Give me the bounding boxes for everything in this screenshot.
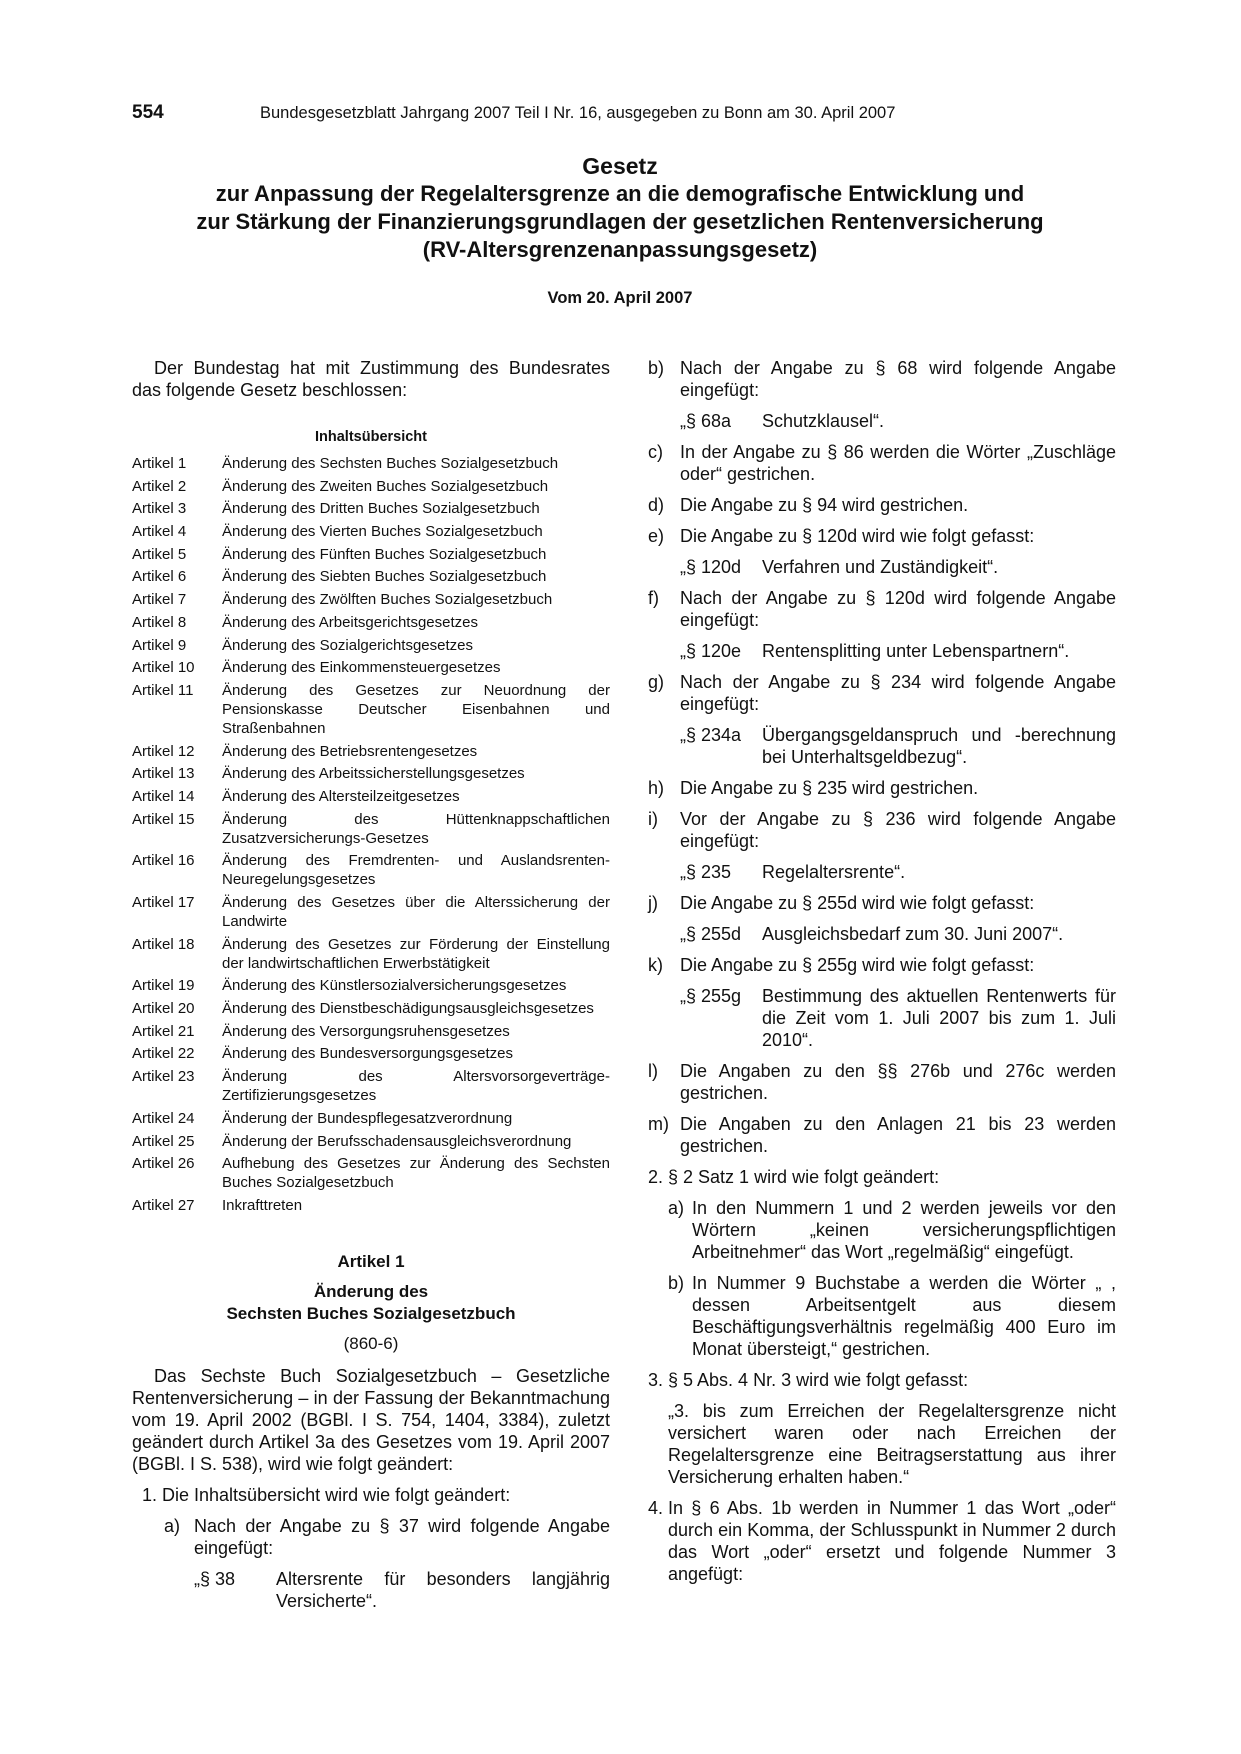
toc-article-number: Artikel 19 [132, 977, 195, 995]
toc-article-title: Änderung des Altersvorsorgeverträge-Zertifizierungsgesetzes [222, 1068, 610, 1105]
law-date: Vom 20. April 2007 [547, 289, 693, 307]
section-entry: „§ 68a Schutzklausel“. [680, 411, 885, 431]
law-title [120, 152, 1120, 264]
toc-article-title: Änderung des Siebten Buches Sozialgesetzbuch [222, 568, 547, 586]
toc-article-number: Artikel 7 [132, 591, 187, 609]
artikel-1-subtitle-2: Sechsten Buches Sozialgesetzbuch [226, 1303, 516, 1323]
toc-row [132, 787, 610, 806]
page-header [132, 102, 1112, 126]
list-item: g) Nach der Angabe zu § 234 wird folgende Angabe eingefügt: [648, 672, 1116, 714]
toc-article-number: Artikel 20 [132, 1000, 195, 1018]
section-entry: „§ 255g Bestimmung des aktuellen Rentenwerts für die Zeit vom 1. Juli 2007 bis zum 1. Juli 2010“. [680, 986, 1116, 1050]
toc-article-number: Artikel 25 [132, 1132, 195, 1150]
toc-article-number: Artikel 6 [132, 568, 187, 586]
toc-article-number: Artikel 3 [132, 500, 187, 518]
right-column [648, 357, 1116, 1594]
toc-article-title: Änderung der Bundespflegesatzverordnung [222, 1109, 513, 1127]
list-item: c) In der Angabe zu § 86 werden die Wörter „Zuschläge oder“ gestrichen. [648, 442, 1116, 484]
toc-article-number: Artikel 21 [132, 1022, 195, 1040]
list-item: b) In Nummer 9 Buchstabe a werden die Wörter „ , dessen Arbeitsentgelt aus diesem Beschäftigungsverhältnis regelmäßig 400 Euro im Monat übersteigt,“ gestrichen. [668, 1273, 1116, 1359]
amendment-list [648, 357, 1116, 1157]
toc-article-title: Änderung des Künstlersozialversicherungsgesetzes [222, 977, 567, 995]
artikel-1-heading-block [132, 1251, 610, 1355]
toc-article-number: Artikel 14 [132, 787, 195, 805]
toc-row [132, 454, 610, 473]
section-entry: „§ 235 Regelaltersrente“. [680, 862, 906, 882]
toc-article-title: Änderung des Dienstbeschädigungsausgleichsgesetzes [222, 1000, 594, 1018]
toc-article-title: Änderung des Betriebsrentengesetzes [222, 742, 478, 760]
toc-row [132, 567, 610, 586]
toc-article-number: Artikel 27 [132, 1196, 195, 1214]
list-item: e) Die Angabe zu § 120d wird wie folgt gefasst: [648, 526, 1035, 546]
list-item: „3. bis zum Erreichen der Regelaltersgrenze nicht versichert waren oder nach Erreichen der Regelaltersgrenze eine Beitragserstattung aus ihrer Versicherung erhalten haben.“ [668, 1401, 1116, 1487]
toc-row [132, 499, 610, 518]
table-of-contents [132, 454, 610, 1215]
toc-article-number: Artikel 5 [132, 545, 187, 563]
section-entry: „§ 120d Verfahren und Zuständigkeit“. [680, 557, 999, 577]
toc-article-title: Änderung des Arbeitsgerichtsgesetzes [222, 613, 478, 631]
left-column [132, 357, 610, 1621]
toc-row [132, 851, 610, 889]
toc-article-title: Änderung des Dritten Buches Sozialgesetzbuch [222, 500, 540, 518]
toc-article-title: Änderung des Versorgungsruhensgesetzes [222, 1022, 510, 1040]
toc-row [132, 613, 610, 632]
toc-article-number: Artikel 23 [132, 1068, 195, 1086]
toc-article-number: Artikel 10 [132, 659, 195, 677]
toc-row [132, 636, 610, 655]
toc-article-title: Änderung des Arbeitssicherstellungsgesetzes [222, 765, 525, 783]
running-head: Bundesgesetzblatt Jahrgang 2007 Teil I Nr. 16, ausgegeben zu Bonn am 30. April 2007 [260, 104, 896, 122]
section-entry: „§ 234a Übergangsgeldanspruch und -berechnung bei Unterhaltsgeldbezug“. [680, 725, 1116, 767]
list-item: 2. § 2 Satz 1 wird wie folgt geändert: [648, 1167, 940, 1187]
artikel-1-code: (860-6) [343, 1333, 399, 1353]
toc-article-number: Artikel 11 [132, 681, 194, 699]
toc-article-title: Inkrafttreten [222, 1196, 303, 1214]
toc-row [132, 658, 610, 677]
toc-article-number: Artikel 24 [132, 1109, 195, 1127]
list-item: a) In den Nummern 1 und 2 werden jeweils vor den Wörtern „keinen versicherungspflichtigen Arbeitnehmer“ das Wort „regelmäßig“ eingefügt. [668, 1198, 1116, 1262]
section-entry: „§ 38 Altersrente für besonders langjährig Versicherte“. [194, 1568, 610, 1611]
list-item: a) Nach der Angabe zu § 37 wird folgende Angabe eingefügt: [164, 1515, 610, 1558]
toc-article-title: Änderung des Hüttenknappschaftlichen Zusatzversicherungs-Gesetzes [222, 810, 610, 847]
section-entry: „§ 255d Ausgleichsbedarf zum 30. Juni 2007“. [680, 924, 1064, 944]
toc-row [132, 810, 610, 848]
toc-row [132, 976, 610, 995]
list-item: 1. Die Inhaltsübersicht wird wie folgt geändert: [142, 1484, 511, 1505]
toc-article-title: Änderung der Berufsschadensausgleichsverordnung [222, 1132, 572, 1150]
toc-article-number: Artikel 18 [132, 935, 195, 953]
artikel-1-subtitle-1: Änderung des [313, 1281, 429, 1301]
toc-article-number: Artikel 16 [132, 852, 195, 870]
toc-article-title: Änderung des Gesetzes zur Förderung der Einstellung der landwirtschaftlichen Erwerbstätigkeit [222, 935, 610, 972]
toc-article-number: Artikel 12 [132, 742, 195, 760]
toc-article-title: Änderung des Einkommensteuergesetzes [222, 659, 501, 677]
toc-article-title: Änderung des Gesetzes über die Alterssicherung der Landwirte [222, 894, 610, 930]
artikel-1-heading: Artikel 1 [337, 1251, 405, 1271]
toc-article-number: Artikel 8 [132, 613, 187, 631]
toc-heading: Inhaltsübersicht [315, 429, 427, 445]
toc-row [132, 1109, 610, 1128]
toc-article-title: Änderung des Fremdrenten- und Auslandsrenten-Neuregelungsgesetzes [222, 852, 610, 889]
title-line-3: zur Stärkung der Finanzierungsgrundlagen der gesetzlichen Rentenversicherung [196, 209, 1044, 234]
toc-article-number: Artikel 4 [132, 523, 187, 541]
toc-row [132, 590, 610, 609]
toc-article-number: Artikel 26 [132, 1155, 195, 1173]
toc-row [132, 477, 610, 496]
toc-article-number: Artikel 22 [132, 1045, 195, 1063]
toc-row [132, 545, 610, 564]
intro-paragraph: Der Bundestag hat mit Zustimmung des Bundesrates das folgende Gesetz beschlossen: [132, 358, 610, 400]
list-item: m) Die Angaben zu den Anlagen 21 bis 23 werden gestrichen. [648, 1114, 1116, 1156]
list-item: h) Die Angabe zu § 235 wird gestrichen. [648, 778, 979, 798]
toc-row [132, 681, 610, 738]
toc-row [132, 1067, 610, 1105]
toc-article-title: Aufhebung des Gesetzes zur Änderung des Sechsten Buches Sozialgesetzbuch [222, 1155, 610, 1192]
toc-article-title: Änderung des Zweiten Buches Sozialgesetzbuch [222, 477, 549, 495]
toc-article-number: Artikel 1 [132, 455, 187, 472]
toc-row [132, 742, 610, 761]
toc-row [132, 893, 610, 931]
toc-article-number: Artikel 2 [132, 477, 187, 495]
list-item: 3. § 5 Abs. 4 Nr. 3 wird wie folgt gefasst: [648, 1370, 969, 1390]
toc-row [132, 1196, 610, 1215]
toc-article-number: Artikel 17 [132, 894, 195, 911]
toc-article-title: Änderung des Altersteilzeitgesetzes [222, 787, 460, 805]
toc-row [132, 1022, 610, 1041]
toc-row [132, 999, 610, 1018]
toc-row [132, 764, 610, 783]
toc-row [132, 1132, 610, 1151]
toc-row [132, 935, 610, 973]
toc-row [132, 522, 610, 541]
list-item: f) Nach der Angabe zu § 120d wird folgende Angabe eingefügt: [648, 588, 1116, 630]
list-item: b) Nach der Angabe zu § 68 wird folgende Angabe eingefügt: [648, 358, 1116, 400]
title-line-2: zur Anpassung der Regelaltersgrenze an die demografische Entwicklung und [215, 181, 1025, 206]
toc-article-title: Änderung des Zwölften Buches Sozialgesetzbuch [222, 591, 553, 609]
list-item: j) Die Angabe zu § 255d wird wie folgt gefasst: [648, 893, 1035, 913]
toc-article-title: Änderung des Sozialgerichtsgesetzes [222, 636, 473, 654]
list-item: l) Die Angaben zu den §§ 276b und 276c werden gestrichen. [648, 1061, 1116, 1103]
toc-article-number: Artikel 13 [132, 765, 195, 783]
toc-article-number: Artikel 15 [132, 810, 195, 828]
title-line-1: Gesetz [582, 153, 658, 179]
toc-article-title: Änderung des Gesetzes zur Neuordnung der Pensionskasse Deutscher Eisenbahnen und Straßenbahnen [222, 681, 610, 737]
toc-row [132, 1044, 610, 1063]
toc-row [132, 1154, 610, 1192]
list-item: k) Die Angabe zu § 255g wird wie folgt gefasst: [648, 955, 1035, 975]
toc-article-title: Änderung des Sechsten Buches Sozialgesetzbuch [222, 455, 559, 472]
list-item: i) Vor der Angabe zu § 236 wird folgende Angabe eingefügt: [648, 809, 1116, 851]
title-line-4: (RV-Altersgrenzenanpassungsgesetz) [422, 237, 818, 262]
page-number: 554 [132, 102, 164, 123]
toc-article-title: Änderung des Fünften Buches Sozialgesetzbuch [222, 545, 547, 563]
section-entry: „§ 120e Rentensplitting unter Lebenspartnern“. [680, 641, 1070, 661]
toc-article-number: Artikel 9 [132, 636, 187, 654]
toc-article-title: Änderung des Vierten Buches Sozialgesetzbuch [222, 523, 543, 541]
toc-article-title: Änderung des Bundesversorgungsgesetzes [222, 1045, 514, 1063]
list-item: 4. In § 6 Abs. 1b werden in Nummer 1 das Wort „oder“ durch ein Komma, der Schlusspunkt in Nummer 2 durch das Wort „oder“ ersetzt und folgende Nummer 3 angefügt: [648, 1498, 1116, 1584]
list-item: d) Die Angabe zu § 94 wird gestrichen. [648, 495, 969, 515]
artikel-1-body: Das Sechste Buch Sozialgesetzbuch – Gesetzliche Rentenversicherung – in der Fassung der Bekanntmachung vom 19. April 2002 (BGBl. I S. 754, 1404, 3384), zuletzt geändert durch Artikel 3a des Gesetzes vom 19. April 2007 (BGBl. I S. 538), wird wie folgt geändert: [132, 1365, 610, 1474]
